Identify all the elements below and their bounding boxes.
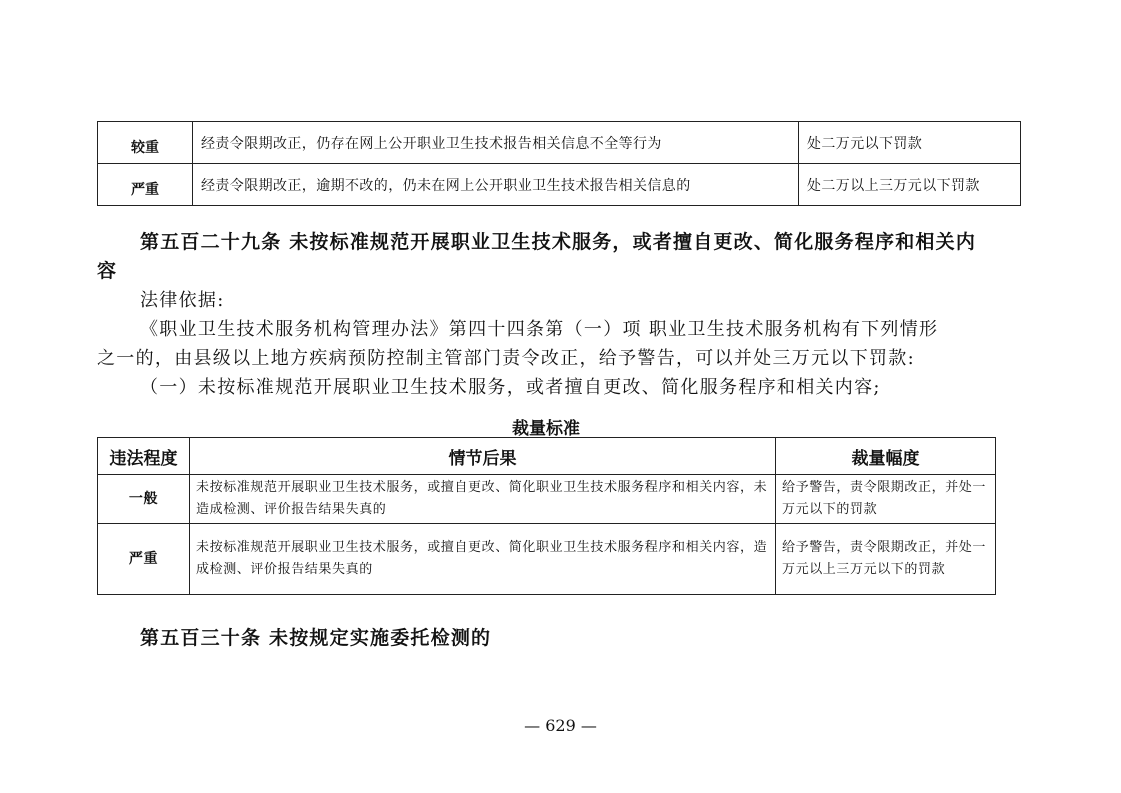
table-caption: 裁量标准 — [512, 419, 580, 439]
legal-basis-text: 《职业卫生技术服务机构管理办法》第四十四条第（一）项 职业卫生技术服务机构有下列情形 — [140, 319, 939, 340]
top-discretion-table — [97, 121, 1021, 206]
violation-level: 一般 — [98, 475, 190, 524]
circumstance-cell: 经责令限期改正，逾期不改的，仍未在网上公开职业卫生技术报告相关信息的 — [193, 164, 799, 206]
violation-level: 严重 — [98, 164, 193, 206]
header-penalty-range: 裁量幅度 — [776, 438, 996, 475]
circumstance-cell: 未按标准规范开展职业卫生技术服务，或擅自更改、简化职业卫生技术服务程序和相关内容，造成检测、评价报告结果失真的 — [190, 524, 776, 595]
header-circumstance: 情节后果 — [190, 438, 776, 475]
table-header-row — [98, 438, 996, 475]
penalty-cell: 给予警告，责令限期改正，并处一万元以上三万元以下的罚款 — [776, 524, 996, 595]
penalty-cell: 处二万以上三万元以下罚款 — [799, 164, 1021, 206]
table-row — [98, 122, 1021, 164]
table-row — [98, 475, 996, 524]
article-530-title: 第五百三十条 未按规定实施委托检测的 — [140, 627, 492, 649]
legal-basis-item-1: （一）未按标准规范开展职业卫生技术服务，或者擅自更改、简化服务程序和相关内容; — [140, 377, 881, 398]
penalty-cell: 给予警告，责令限期改正，并处一万元以下的罚款 — [776, 475, 996, 524]
penalty-cell: 处二万元以下罚款 — [799, 122, 1021, 164]
article-529-title-continued: 容 — [97, 260, 118, 282]
table-row — [98, 164, 1021, 206]
circumstance-cell: 经责令限期改正，仍存在网上公开职业卫生技术报告相关信息不全等行为 — [193, 122, 799, 164]
violation-level: 较重 — [98, 122, 193, 164]
violation-level: 严重 — [98, 524, 190, 595]
page-number: — 629 — — [524, 716, 597, 735]
header-violation-level: 违法程度 — [98, 438, 190, 475]
table-row — [98, 524, 996, 595]
legal-basis-text-continued: 之一的，由县级以上地方疾病预防控制主管部门责令改正，给予警告，可以并处三万元以下罚款: — [97, 348, 915, 369]
discretion-standard-table — [97, 437, 996, 595]
article-529-title: 第五百二十九条 未按标准规范开展职业卫生技术服务，或者擅自更改、简化服务程序和相关内 — [140, 231, 977, 253]
legal-basis-label: 法律依据: — [140, 290, 225, 311]
circumstance-cell: 未按标准规范开展职业卫生技术服务，或擅自更改、简化职业卫生技术服务程序和相关内容，未造成检测、评价报告结果失真的 — [190, 475, 776, 524]
